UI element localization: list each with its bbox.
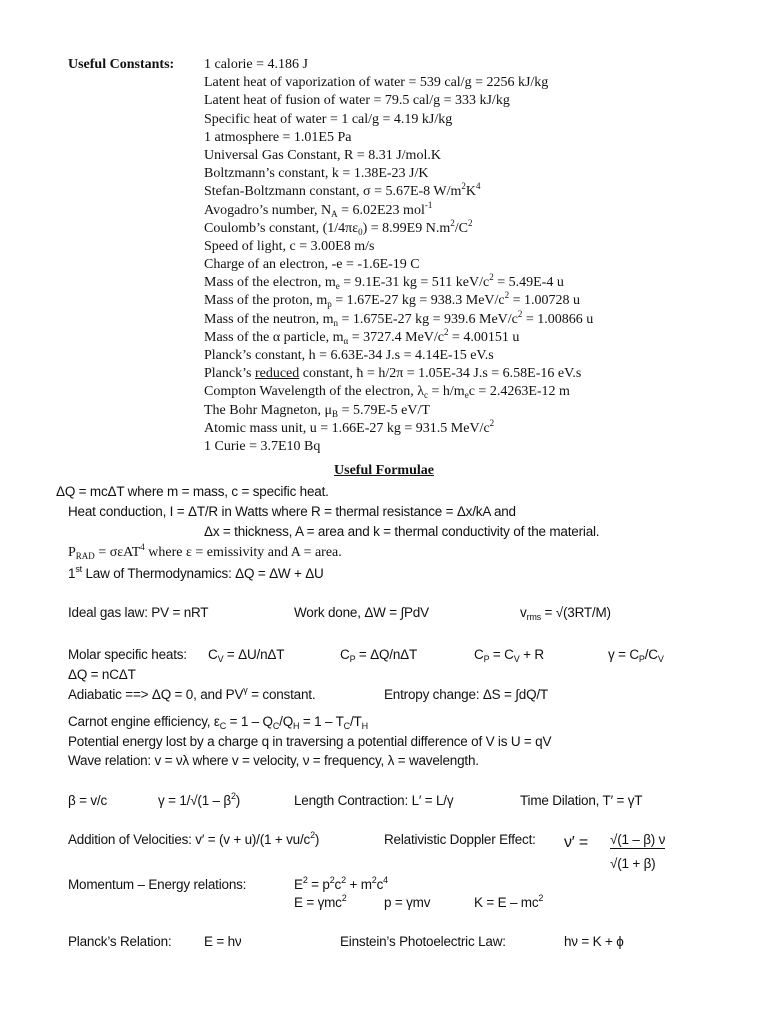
constant-line: Speed of light, c = 3.00E8 m/s xyxy=(204,238,375,254)
constants-list xyxy=(204,56,744,456)
useful-formulae-title: Useful Formulae xyxy=(334,463,434,478)
doppler-label: Relativistic Doppler Effect: xyxy=(384,832,536,847)
photoelectric-label: Einstein’s Photoelectric Law: xyxy=(340,934,506,949)
formula-prad: $P_{RAD} = \sigma\varepsilon AT^4$ where ε = emissivity and A = area. xyxy=(68,542,342,561)
formula-work-done: Work done, ΔW = ∫PdV xyxy=(294,605,429,620)
constant-line: Planck’s reduced constant, ħ = h/2π = 1.05E-34 J.s = 6.58E-16 eV.s xyxy=(204,366,582,382)
formula-conduction-1: Heat conduction, I = ΔT/R in Watts where R = thermal resistance = Δx/kA and xyxy=(68,504,516,519)
constant-line: Planck’s constant, h = 6.63E-34 J.s = 4.14E-15 eV.s xyxy=(204,348,494,363)
planck-relation-label: Planck’s Relation: xyxy=(68,934,172,949)
constant-line: Mass of the α particle, $m_\alpha = 3727.4$ MeV/$c^2 = 4.00151$ u xyxy=(204,326,520,346)
formula-entropy: Entropy change: ΔS = ∫dQ/T xyxy=(384,687,548,702)
formula-energy-squared: $E^2 = p^2c^2 + m^2c^4$ xyxy=(294,875,388,892)
constant-line: Latent heat of fusion of water = 79.5 cal/g = 333 kJ/kg xyxy=(204,93,510,109)
formula-gamma: $\gamma = C_P/C_V$ xyxy=(608,647,664,664)
constant-line: 1 calorie = 4.186 J xyxy=(204,57,308,72)
formula-time-dilation: Time Dilation, T′ = γT xyxy=(520,793,643,808)
formula-cp-relation: $C_P = C_V + R$ xyxy=(474,647,544,664)
formula-momentum-gamma: p = γmv xyxy=(384,895,431,910)
constant-line: 1 Curie = 3.7E10 Bq xyxy=(204,438,321,454)
formula-kinetic-energy: $K = E - mc^2$ xyxy=(474,893,544,910)
momentum-energy-label: Momentum – Energy relations: xyxy=(68,877,247,892)
formula-cp: $C_P = \Delta Q/n\Delta T$ xyxy=(340,647,418,664)
formula-planck-relation: E = hν xyxy=(204,934,242,949)
constant-line: 1 atmosphere = 1.01E5 Pa xyxy=(204,129,352,145)
formula-gamma-relativistic: $\gamma = 1/√(1 - \beta^2)$ xyxy=(158,791,241,808)
formula-ideal-gas: Ideal gas law: PV = nRT xyxy=(68,605,209,620)
constant-line: Charge of an electron, -e = -1.6E-19 C xyxy=(204,257,420,273)
formula-cv: $C_V = \Delta U/n\Delta T$ xyxy=(208,647,285,664)
doppler-numerator: √(1 – β) ν xyxy=(610,832,666,847)
formula-dq-nct: ΔQ = nCΔT xyxy=(68,667,136,682)
constant-line: Latent heat of vaporization of water = 539 cal/g = 2256 kJ/kg xyxy=(204,75,549,91)
useful-constants-heading: Useful Constants: xyxy=(68,57,175,72)
constant-line: Mass of the electron, $m_e = 9.1E-31$ kg = 511 keV/$c^2 = 5.49E-4$ u xyxy=(204,272,564,292)
formula-wave-relation: Wave relation: v = νλ where v = velocity, ν = frequency, λ = wavelength. xyxy=(68,753,479,768)
constant-line: Boltzmann’s constant, k = 1.38E-23 J/K xyxy=(204,166,429,182)
formula-vrms: $v_{rms} = √(3RT/M)$ xyxy=(520,605,611,622)
constant-line: Mass of the neutron, $m_n = 1.675E-27$ kg = 939.6 MeV/$c^2 = 1.00866$ u xyxy=(204,308,594,328)
formula-potential-energy: Potential energy lost by a charge q in traversing a potential difference of V is U = qV xyxy=(68,734,552,749)
formula-heat: ΔQ = mcΔT where m = mass, c = specific heat. xyxy=(56,484,329,499)
constant-line: Compton Wavelength of the electron, $\lambda_c = h/m_ec = 2.4263E-12$ m xyxy=(204,384,570,401)
constant-line: The Bohr Magneton, $\mu_B = 5.79E-5$ eV/T xyxy=(204,402,430,419)
formula-beta: β = v/c xyxy=(68,793,108,808)
doppler-lhs: ν′ = xyxy=(564,834,588,851)
formula-first-law: 1st Law of Thermodynamics: ΔQ = ΔW + ΔU xyxy=(68,564,324,581)
constant-line: Stefan-Boltzmann constant, σ = 5.67E-8 $W/m^2K^4$ xyxy=(204,181,481,200)
formula-carnot: Carnot engine efficiency, $\varepsilon_C = 1 - Q_C/Q_H = 1 - T_C/T_H$ xyxy=(68,714,368,731)
formula-conduction-2: Δx = thickness, A = area and k = thermal conductivity of the material. xyxy=(204,524,600,539)
constant-line: Specific heat of water = 1 cal/g = 4.19 kJ/kg xyxy=(204,111,453,127)
constant-line: Universal Gas Constant, R = 8.31 J/mol.K xyxy=(204,147,441,163)
formula-photoelectric: hν = K + ϕ xyxy=(564,934,624,949)
constant-line: Avogadro’s number, $N_A = 6.02E23$ mol$^{-1}$ xyxy=(204,199,433,219)
constant-line: Coulomb’s constant, $(1/4\pi\varepsilon_0) = 8.99E9$ $N.m^2/C^2$ xyxy=(204,217,473,237)
constant-line: Mass of the proton, $m_p = 1.67E-27$ kg = 938.3 MeV/$c^2 = 1.00728$ u xyxy=(204,290,581,310)
formula-velocity-addition: Addition of Velocities: $v' = (v + u)/(1 + vu/c^2)$ xyxy=(68,830,320,847)
formula-adiabatic: Adiabatic ==> ΔQ = 0, and $PV^\gamma$ = constant. xyxy=(68,685,316,702)
formula-length-contraction: Length Contraction: L′ = L/γ xyxy=(294,793,454,808)
doppler-denominator: √(1 + β) xyxy=(610,856,656,871)
molar-heats-label: Molar specific heats: xyxy=(68,647,187,662)
formula-energy-gamma: E = γmc$^2$ xyxy=(294,893,347,910)
constant-line: Atomic mass unit, u = 1.66E-27 kg = 931.5 MeV/$c^2$ xyxy=(204,417,495,436)
